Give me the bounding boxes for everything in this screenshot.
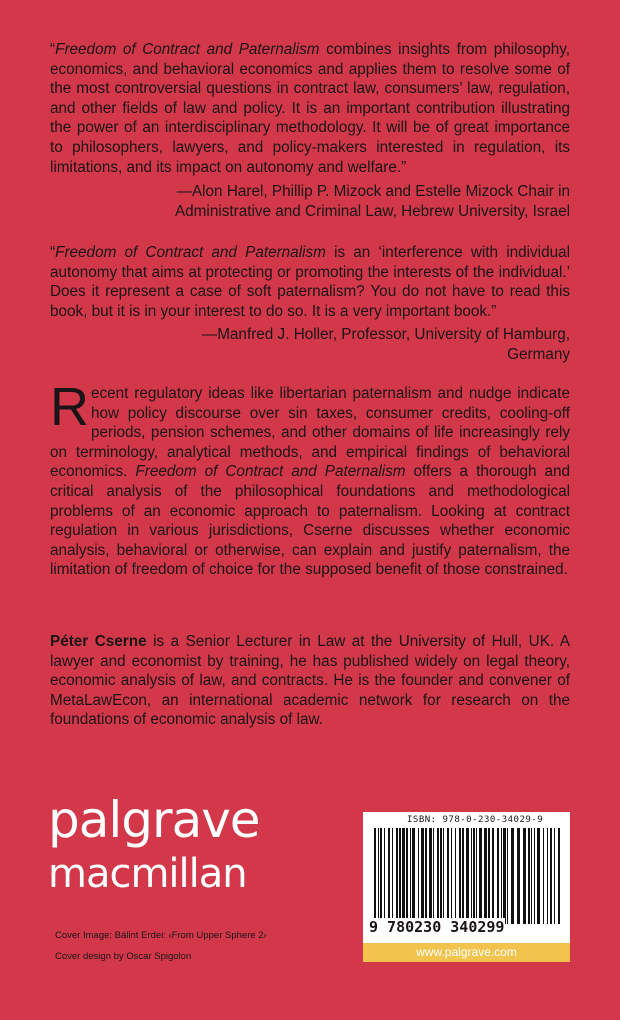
barcode-bar — [374, 828, 376, 924]
barcode-bar — [517, 828, 520, 924]
barcode-bar — [443, 828, 444, 924]
barcode-bar — [459, 828, 461, 924]
blurb-title: Freedom of Contract and Paternalism — [135, 463, 406, 481]
barcode-bar — [507, 828, 508, 924]
publisher-website: www.palgrave.com — [363, 943, 570, 962]
publisher-logo-line2: macmillan — [48, 851, 247, 897]
quote-1-title: Freedom of Contract and Paternalism — [55, 41, 320, 58]
barcode-bar — [388, 828, 390, 924]
barcode-bar — [384, 828, 385, 924]
barcode-bar — [531, 828, 532, 924]
barcode-bar — [466, 828, 469, 924]
book-blurb — [50, 377, 570, 580]
publisher-logo-line1: palgrave — [48, 791, 260, 849]
quote-2-title: Freedom of Contract and Paternalism — [55, 244, 326, 261]
barcode-bar — [476, 828, 477, 924]
blurb-text-2: offers a thorough and critical analysis of the philosophical foundations and methodological problems of an economic approach to paternalism. Looking at contract regulation in various jurisdictions, Cserne discusses whether economic analysis, behavioral or otherwise, can explain and justify paternalism, the limitation of freedom of choice for the supposed benefit of those constrained. — [50, 463, 570, 579]
barcode-bar — [488, 828, 490, 924]
barcode-bar — [396, 828, 398, 924]
quote-2-text: is an ‘interference with individual autonomy that aims at protecting or promoting the interests of the individual.’ Does it represent a case of soft paternalism? You do not have to read this book, but it is in your interest to do so. It is a very important book.” — [50, 244, 570, 320]
barcode-bar — [380, 828, 382, 924]
barcode-bar — [523, 828, 526, 924]
barcode-bar — [455, 828, 456, 924]
barcode-bar — [534, 828, 535, 924]
barcode-digits-text: 9 780230 340299 — [369, 918, 505, 936]
barcode-bar — [392, 828, 393, 924]
barcode-bar — [492, 828, 494, 924]
barcode-bar — [511, 828, 514, 924]
barcode-bar — [378, 828, 379, 924]
barcode-bar — [558, 828, 560, 924]
barcode-bar — [501, 828, 502, 924]
barcode-digits — [368, 918, 566, 936]
quote-1-attribution: —Alon Harel, Phillip P. Mizock and Estelle Mizock Chair in Administrative and Criminal Law, Hebrew University, Israel — [174, 183, 570, 220]
barcode-bar — [462, 828, 464, 924]
isbn-label: ISBN: 978-0-230-34029-9 — [407, 815, 544, 825]
barcode-bar — [399, 828, 401, 924]
quote-2: “Freedom of Contract and Paternalism is an ‘interference with individual autonomy that aims at protecting or promoting the interests of the individual.’ Does it represent a case of soft paternalism? You do not have to read this book, but it is in your interest to do so. It is a very important book.” — [50, 244, 570, 320]
barcode-bar — [440, 828, 442, 924]
barcode-bar — [550, 828, 552, 924]
barcode-bar — [447, 828, 449, 924]
barcode-bar — [479, 828, 482, 924]
drop-cap: R — [50, 377, 89, 437]
barcode-bar — [451, 828, 452, 924]
barcode-bar — [471, 828, 472, 924]
quote-2-attribution: —Manfred J. Holler, Professor, University of Hamburg, Germany — [201, 326, 570, 363]
cover-design-credit: Cover design by Oscar Spigolon — [55, 951, 192, 962]
barcode-bar — [503, 828, 506, 924]
barcode-bar — [425, 828, 427, 924]
barcode-bar — [429, 828, 432, 924]
barcode-bar — [418, 828, 419, 924]
barcode-bar — [528, 828, 530, 924]
barcode-bar — [412, 828, 415, 924]
quote-1-text: combines insights from philosophy, economics, and behavioral economics and applies them to resolve some of the most controversial questions in contract law, consumers’ law, regulation, and other fields of law and policy. It is an important contribution illustrating the power of an interdisciplinary methodology. It will be of great importance to philosophers, lawyers, and policy-makers interested in regulation, its limitations, and its impact on autonomy and welfare.” — [50, 41, 570, 176]
barcode-bar — [421, 828, 424, 924]
barcode-bar — [402, 828, 405, 924]
barcode-bar — [547, 828, 548, 924]
barcode-bar — [484, 828, 487, 924]
barcode-bar — [497, 828, 499, 924]
barcode-bar — [537, 828, 540, 924]
barcode-bar — [473, 828, 475, 924]
cover-image-credit: Cover Image: Bálint Erdei: ‹From Upper Sphere 2› — [55, 930, 267, 941]
barcode-bar — [410, 828, 411, 924]
barcode-bar — [433, 828, 434, 924]
author-name: Péter Cserne — [50, 633, 147, 650]
author-bio-text: is a Senior Lecturer in Law at the University of Hull, UK. A lawyer and economist by training, he has published widely on legal theory, economic analysis of law, and contracts. He is the founder and convener of MetaLawEcon, an international academic network for research on the foundations of economic analysis of law. — [50, 633, 570, 729]
blurb-text-1: ecent regulatory ideas like libertarian paternalism and nudge indicate how policy discourse over sin taxes, consumer credits, cooling-off periods, pension schemes, and other domains of life increasingly rely on terminology, analytical methods, and empirical findings of behavioral economics. — [50, 385, 570, 481]
barcode-bar — [543, 828, 544, 924]
quote-1: “Freedom of Contract and Paternalism combines insights from philosophy, economics, and behavioral economics and applies them to resolve some of the most controversial questions in contract law, consumers’ law, regulation, and other fields of law and policy. It is an important contribution illustrating the power of an interdisciplinary methodology. It will be of great importance to philosophers, lawyers, and policy-makers interested in regulation, its limitations, and its impact on autonomy and welfare.” — [50, 41, 570, 176]
barcode-bar — [406, 828, 408, 924]
author-bio — [50, 632, 570, 730]
barcode-bar — [437, 828, 439, 924]
barcode-bar — [554, 828, 555, 924]
